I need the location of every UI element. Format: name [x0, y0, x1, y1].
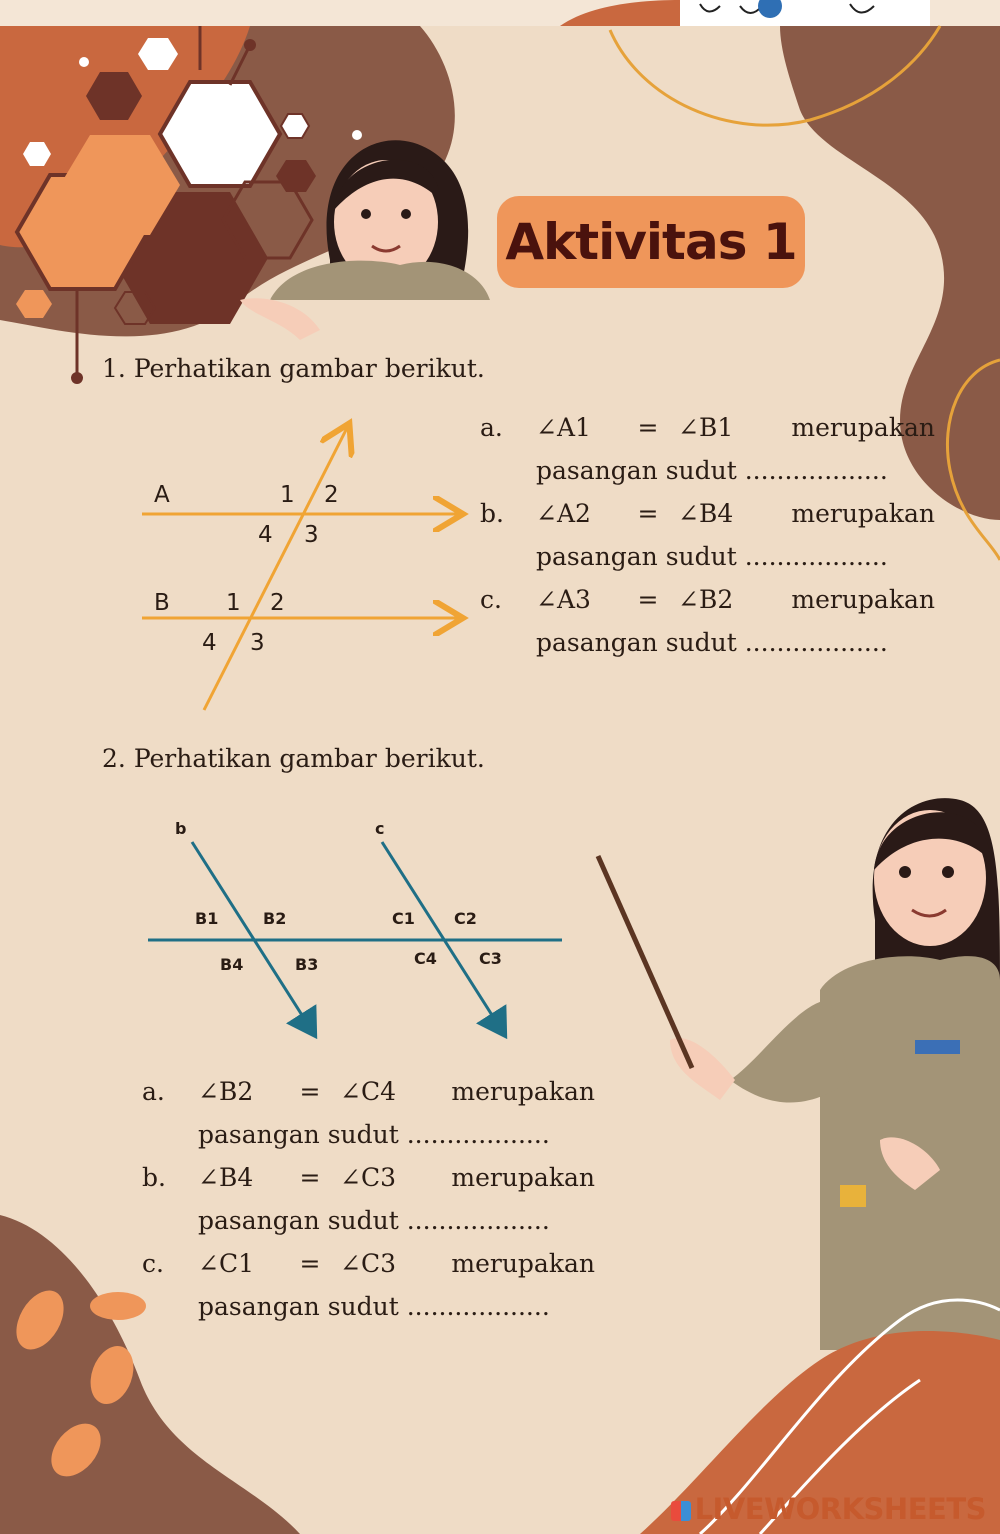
answer-blank[interactable]: ..................	[744, 628, 888, 657]
item-phrase: pasangan sudut	[198, 1206, 399, 1235]
angle-right: ∠C3	[340, 1163, 396, 1192]
angle-right: ∠B1	[678, 413, 734, 442]
transversal-line	[204, 426, 348, 710]
q1-item-c-answer-line	[480, 621, 935, 664]
question-1-prompt: Perhatikan gambar berikut.	[133, 354, 485, 383]
angle-label-c4: C4	[414, 949, 437, 968]
equals-sign: =	[637, 585, 659, 614]
question-1-heading	[102, 354, 485, 383]
angle-label-a2: 2	[324, 482, 339, 508]
angle-label-b4: 4	[202, 630, 217, 656]
q2-item-b-answer-line	[142, 1199, 595, 1242]
item-letter: a.	[480, 413, 503, 442]
q1-item-a	[480, 406, 935, 449]
angle-label-a4: 4	[258, 522, 273, 548]
angle-left: ∠B4	[198, 1163, 254, 1192]
angle-label-b3: B3	[295, 955, 319, 974]
transversal-c	[382, 842, 504, 1034]
q2-item-b	[142, 1156, 595, 1199]
angle-label-b1: B1	[195, 909, 219, 928]
answer-blank[interactable]: ..................	[406, 1206, 550, 1235]
answer-blank[interactable]: ..................	[744, 456, 888, 485]
line-label-b: b	[175, 819, 187, 838]
answer-blank[interactable]: ..................	[406, 1120, 550, 1149]
q2-item-a-answer-line	[142, 1113, 595, 1156]
brand-label: LIVEWORKSHEETS	[694, 1492, 986, 1526]
angle-left: ∠B2	[198, 1077, 254, 1106]
q1-item-b	[480, 492, 935, 535]
angle-label-a3: 3	[304, 522, 319, 548]
angle-label-c3: C3	[479, 949, 502, 968]
angle-right: ∠B2	[678, 585, 734, 614]
angle-left: ∠C1	[198, 1249, 254, 1278]
liveworksheets-icon	[671, 1501, 691, 1521]
question-2-items	[142, 1070, 595, 1328]
angle-label-b4: B4	[220, 955, 244, 974]
item-word: merupakan	[791, 585, 935, 614]
q2-item-a	[142, 1070, 595, 1113]
angle-left: ∠A3	[536, 585, 591, 614]
angle-label-b2: 2	[270, 590, 285, 616]
item-word: merupakan	[451, 1163, 595, 1192]
equals-sign: =	[299, 1249, 321, 1278]
item-letter: b.	[142, 1163, 166, 1192]
question-2-heading	[102, 744, 485, 773]
item-phrase: pasangan sudut	[536, 628, 737, 657]
liveworksheets-logo[interactable]	[671, 1492, 986, 1526]
question-1-items	[480, 406, 935, 664]
question-2-number: 2.	[102, 744, 126, 773]
angle-label-b1: 1	[226, 590, 241, 616]
angle-left: ∠A1	[536, 413, 591, 442]
figure-parallel-lines-transversal	[138, 418, 474, 714]
answer-blank[interactable]: ..................	[744, 542, 888, 571]
equals-sign: =	[299, 1163, 321, 1192]
angle-label-c1: C1	[392, 909, 415, 928]
line-label-c: c	[375, 819, 385, 838]
item-phrase: pasangan sudut	[536, 456, 737, 485]
activity-title-box	[497, 196, 805, 288]
q2-item-c	[142, 1242, 595, 1285]
item-phrase: pasangan sudut	[536, 542, 737, 571]
angle-left: ∠A2	[536, 499, 591, 528]
item-word: merupakan	[791, 499, 935, 528]
question-2-prompt: Perhatikan gambar berikut.	[133, 744, 485, 773]
equals-sign: =	[637, 499, 659, 528]
item-letter: c.	[480, 585, 502, 614]
q2-item-c-answer-line	[142, 1285, 595, 1328]
angle-label-c2: C2	[454, 909, 477, 928]
angle-right: ∠C4	[340, 1077, 396, 1106]
q1-item-b-answer-line	[480, 535, 935, 578]
activity-title: Aktivitas 1	[505, 213, 797, 271]
angle-label-b3: 3	[250, 630, 265, 656]
equals-sign: =	[637, 413, 659, 442]
equals-sign: =	[299, 1077, 321, 1106]
item-phrase: pasangan sudut	[198, 1120, 399, 1149]
figure-transversals-b-c	[140, 814, 570, 1046]
line-label-a: A	[154, 482, 170, 508]
q1-item-a-answer-line	[480, 449, 935, 492]
question-1-number: 1.	[102, 354, 126, 383]
angle-label-a1: 1	[280, 482, 295, 508]
item-word: merupakan	[791, 413, 935, 442]
angle-right: ∠C3	[340, 1249, 396, 1278]
item-letter: b.	[480, 499, 504, 528]
answer-blank[interactable]: ..................	[406, 1292, 550, 1321]
angle-right: ∠B4	[678, 499, 734, 528]
item-phrase: pasangan sudut	[198, 1292, 399, 1321]
item-word: merupakan	[451, 1077, 595, 1106]
q1-item-c	[480, 578, 935, 621]
item-letter: c.	[142, 1249, 164, 1278]
transversal-b	[192, 842, 314, 1034]
angle-label-b2: B2	[263, 909, 287, 928]
line-label-b: B	[154, 590, 170, 616]
item-letter: a.	[142, 1077, 165, 1106]
item-word: merupakan	[451, 1249, 595, 1278]
